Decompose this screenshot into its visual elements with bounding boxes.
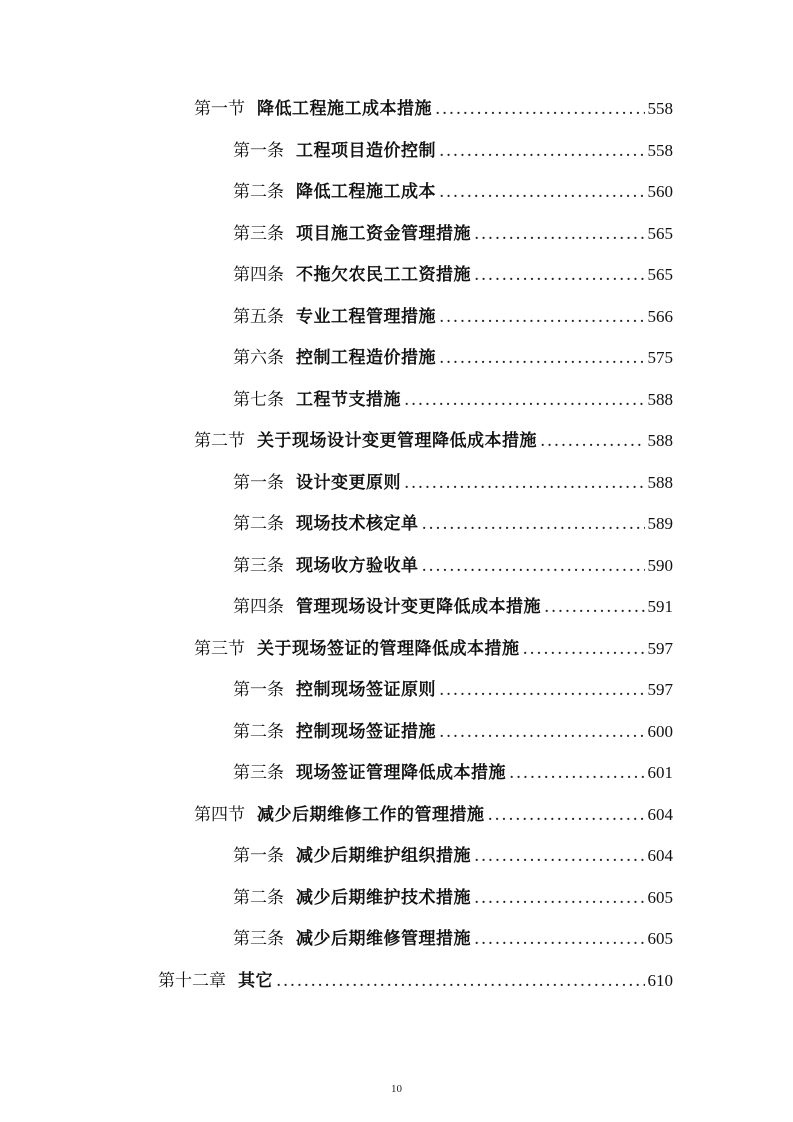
toc-entry-prefix: 第二条 [233,722,284,742]
toc-entry-title: 现场签证管理降低成本措施 [296,763,506,783]
dot-leader [439,717,645,747]
toc-entry-title: 减少后期维护组织措施 [296,846,471,866]
toc-entry-page: 566 [647,307,673,326]
toc-entry-page: 560 [647,182,673,201]
toc-entry-article[interactable] [233,924,673,954]
toc-entry-prefix: 第三条 [233,929,284,949]
toc-entry-page: 597 [647,639,673,658]
toc-entry-prefix: 第一条 [233,846,284,866]
toc-entry-page: 575 [647,348,673,367]
toc-entry-section[interactable] [194,634,673,664]
dot-leader [439,136,645,166]
dot-leader [474,260,645,290]
dot-leader [439,302,645,332]
toc-entry-section[interactable] [194,426,673,456]
toc-entry-article[interactable] [233,883,673,913]
toc-entry-article[interactable] [233,219,673,249]
toc-entry-article[interactable] [233,468,673,498]
toc-entry-article[interactable] [233,675,673,705]
toc-entry-article[interactable] [233,343,673,373]
dot-leader [509,758,645,788]
dot-leader [276,966,645,996]
toc-entry-article[interactable] [233,260,673,290]
toc-entry-prefix: 第二节 [194,431,245,451]
toc-entry-page: 565 [647,265,673,284]
toc-entry-section[interactable] [194,800,673,830]
toc-entry-page: 588 [647,473,673,492]
dot-leader [488,800,645,830]
toc-entry-page: 600 [647,722,673,741]
dot-leader [523,634,645,664]
toc-entry-title: 不拖欠农民工工资措施 [296,265,471,285]
toc-entry-title: 关于现场签证的管理降低成本措施 [257,639,520,659]
toc-entry-page: 597 [647,680,673,699]
toc-entry-article[interactable] [233,177,673,207]
toc-entry-page: 588 [647,431,673,450]
dot-leader [439,177,645,207]
toc-entry-title: 工程项目造价控制 [296,141,436,161]
dot-leader [435,94,645,124]
toc-entry-page: 565 [647,224,673,243]
toc-entry-title: 项目施工资金管理措施 [296,224,471,244]
toc-entry-prefix: 第三节 [194,639,245,659]
toc-entry-prefix: 第四节 [194,805,245,825]
toc-entry-page: 558 [647,99,673,118]
toc-entry-page: 558 [647,141,673,160]
toc-entry-prefix: 第一条 [233,680,284,700]
dot-leader [422,509,645,539]
toc-entry-prefix: 第十二章 [158,971,226,991]
toc-entry-article[interactable] [233,717,673,747]
toc-entry-page: 590 [647,556,673,575]
toc-entry-article[interactable] [233,136,673,166]
dot-leader [439,343,645,373]
toc-entry-title: 专业工程管理措施 [296,307,436,327]
toc-entry-prefix: 第三条 [233,763,284,783]
dot-leader [404,468,645,498]
toc-entry-article[interactable] [233,385,673,415]
dot-leader [474,883,645,913]
dot-leader [544,592,645,622]
toc-entry-title: 控制现场签证措施 [296,722,436,742]
dot-leader [540,426,645,456]
dot-leader [474,924,645,954]
dot-leader [422,551,645,581]
dot-leader [404,385,645,415]
toc-entry-page: 604 [647,805,673,824]
toc-entry-prefix: 第三条 [233,224,284,244]
toc-entry-title: 减少后期维护技术措施 [296,888,471,908]
dot-leader [439,675,645,705]
toc-entry-article[interactable] [233,551,673,581]
toc-entry-article[interactable] [233,592,673,622]
toc-entry-title: 其它 [238,971,273,991]
toc-entry-title: 现场收方验收单 [296,556,419,576]
toc-entry-page: 589 [647,514,673,533]
toc-entry-page: 604 [647,846,673,865]
toc-entry-prefix: 第二条 [233,182,284,202]
toc-entry-page: 591 [647,597,673,616]
toc-entry-page: 610 [647,971,673,990]
toc-entry-title: 关于现场设计变更管理降低成本措施 [257,431,537,451]
toc-entry-title: 工程节支措施 [296,390,401,410]
toc-entry-prefix: 第一条 [233,141,284,161]
toc-entry-prefix: 第七条 [233,390,284,410]
toc-entry-page: 601 [647,763,673,782]
toc-entry-prefix: 第三条 [233,556,284,576]
toc-entry-article[interactable] [233,302,673,332]
toc-entry-title: 降低工程施工成本措施 [257,99,432,119]
toc-entry-article[interactable] [233,758,673,788]
toc-entry-prefix: 第六条 [233,348,284,368]
toc-entry-title: 控制现场签证原则 [296,680,436,700]
toc-entry-prefix: 第二条 [233,888,284,908]
toc-entry-prefix: 第一节 [194,99,245,119]
toc-entry-prefix: 第五条 [233,307,284,327]
toc-entry-prefix: 第一条 [233,473,284,493]
toc-entry-title: 减少后期维修工作的管理措施 [257,805,485,825]
toc-entry-page: 605 [647,888,673,907]
toc-entry-article[interactable] [233,841,673,871]
dot-leader [474,841,645,871]
toc-entry-prefix: 第四条 [233,597,284,617]
toc-entry-prefix: 第二条 [233,514,284,534]
toc-entry-page: 588 [647,390,673,409]
toc-entry-prefix: 第四条 [233,265,284,285]
toc-entry-title: 减少后期维修管理措施 [296,929,471,949]
toc-entry-title: 控制工程造价措施 [296,348,436,368]
toc-entry-title: 现场技术核定单 [296,514,419,534]
toc-entry-page: 605 [647,929,673,948]
toc-entry-article[interactable] [233,509,673,539]
toc-entry-title: 降低工程施工成本 [296,182,436,202]
dot-leader [474,219,645,249]
page-number: 10 [391,1083,402,1095]
toc-entry-chapter[interactable] [158,966,673,996]
toc-entry-title: 设计变更原则 [296,473,401,493]
toc-entry-title: 管理现场设计变更降低成本措施 [296,597,541,617]
toc-entry-section[interactable] [194,94,673,124]
